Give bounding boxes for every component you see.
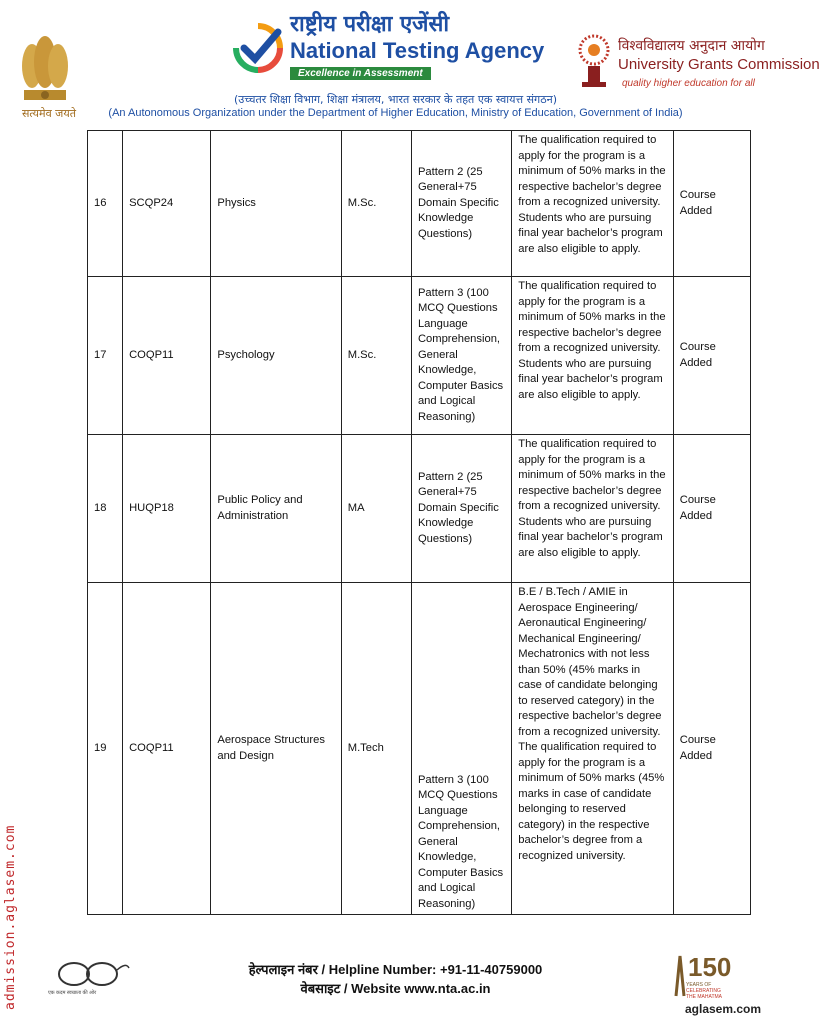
status-cell: Course Added [673, 131, 750, 277]
subject-cell: Psychology [211, 277, 341, 435]
degree-cell: MA [341, 435, 411, 583]
table-row [88, 131, 751, 277]
side-watermark: admission.aglasem.com [3, 824, 18, 1010]
paper-code-cell: COQP11 [123, 583, 211, 915]
table-row [88, 435, 751, 583]
serial-number-cell: 16 [88, 131, 123, 277]
status-cell: Course Added [673, 435, 750, 583]
status-cell: Course Added [673, 583, 750, 915]
emblem-motto: सत्यमेव जयते [21, 107, 76, 120]
svg-text:THE MAHATMA: THE MAHATMA [686, 994, 723, 1000]
serial-number-cell: 18 [88, 435, 123, 583]
qualification-cell: The qualification required to apply for the program is a minimum of 50% marks in the respective bachelor’s degree from a recognized university. Students who are pursuing final year bachelor’s program are also eligible to apply. [512, 435, 673, 583]
ugc-lamp-icon [574, 32, 614, 92]
website-link[interactable]: वेबसाइट / Website www.nta.ac.in [300, 981, 491, 996]
courses-table [87, 130, 751, 915]
serial-number-cell: 17 [88, 277, 123, 435]
svg-text:YEARS OF: YEARS OF [686, 982, 712, 988]
qualification-text-1: B.E / B.Tech / AMIE in Aerospace Engineering/ Aeronautical Engineering/ Mechanical Engineering/ Mechatronics with not less than 50% (45% marks in case of candidate belonging to reserved category) in the respective bachelor’s degree from a recognized university. [518, 586, 662, 738]
degree-cell: M.Sc. [341, 131, 411, 277]
paper-code-cell: SCQP24 [123, 131, 211, 277]
ugc-tagline: quality higher education for all [622, 78, 755, 89]
pattern-cell: Pattern 2 (25 General+75 Domain Specific Knowledge Questions) [411, 131, 511, 277]
degree-cell: M.Sc. [341, 277, 411, 435]
ugc-name-english: University Grants Commission [618, 56, 820, 73]
svg-text:CELEBRATING: CELEBRATING [686, 988, 721, 994]
status-cell: Course Added [673, 277, 750, 435]
subject-cell: Physics [211, 131, 341, 277]
qualification-text-2: The qualification required to apply for the program is a minimum of 50% marks (45% marks in case of candidate belonging to reserved category) in the respective bachelor’s degree from a recognized university. [518, 741, 665, 862]
paper-code-cell: HUQP18 [123, 435, 211, 583]
aglasem-watermark: aglasem.com [685, 1002, 762, 1016]
nta-name-english: National Testing Agency [290, 38, 545, 63]
letterhead [0, 0, 820, 126]
table-row [88, 583, 751, 915]
gandhi-number: 150 [688, 952, 732, 982]
pattern-cell: Pattern 2 (25 General+75 Domain Specific Knowledge Questions) [411, 435, 511, 583]
nta-check-logo-icon [232, 22, 284, 74]
nta-name-hindi: राष्ट्रीय परीक्षा एजेंसी [290, 12, 450, 37]
gandhi-150-years-logo-icon [666, 946, 756, 1002]
degree-cell: M.Tech [341, 583, 411, 915]
serial-number-cell: 19 [88, 583, 123, 915]
pattern-cell: Pattern 3 (100 MCQ Questions Language Comprehension, General Knowledge, Computer Basics and Logical Reasoning) [411, 277, 511, 435]
subtitle-english: (An Autonomous Organization under the Department of Higher Education, Ministry of Education, Government of India) [108, 107, 683, 119]
subject-cell: Aerospace Structures and Design [211, 583, 341, 915]
pattern-cell: Pattern 3 (100 MCQ Questions Language Comprehension, General Knowledge, Computer Basics and Logical Reasoning) [411, 583, 511, 915]
paper-code-cell: COQP11 [123, 277, 211, 435]
nta-tagline: Excellence in Assessment [290, 67, 431, 80]
qualification-cell [512, 583, 673, 915]
qualification-cell: The qualification required to apply for the program is a minimum of 50% marks in the respective bachelor’s degree from a recognized university. Students who are pursuing final year bachelor’s program are also eligible to apply. [512, 131, 673, 277]
subtitle-hindi: (उच्चतर शिक्षा विभाग, शिक्षा मंत्रालय, भारत सरकार के तहत एक स्वायत्त संगठन) [234, 93, 557, 106]
subject-cell: Public Policy and Administration [211, 435, 341, 583]
qualification-cell: The qualification required to apply for the program is a minimum of 50% marks in the respective bachelor’s degree from a recognized university. Students who are pursuing final year bachelor’s program are also eligible to apply. [512, 277, 673, 435]
helpline-number: हेल्पलाइन नंबर / Helpline Number: +91-11-40759000 [248, 962, 543, 977]
swachh-caption: एक कदम स्वच्छता की ओर [48, 990, 97, 996]
table-row [88, 277, 751, 435]
ugc-name-hindi: विश्वविद्यालय अनुदान आयोग [618, 38, 765, 54]
